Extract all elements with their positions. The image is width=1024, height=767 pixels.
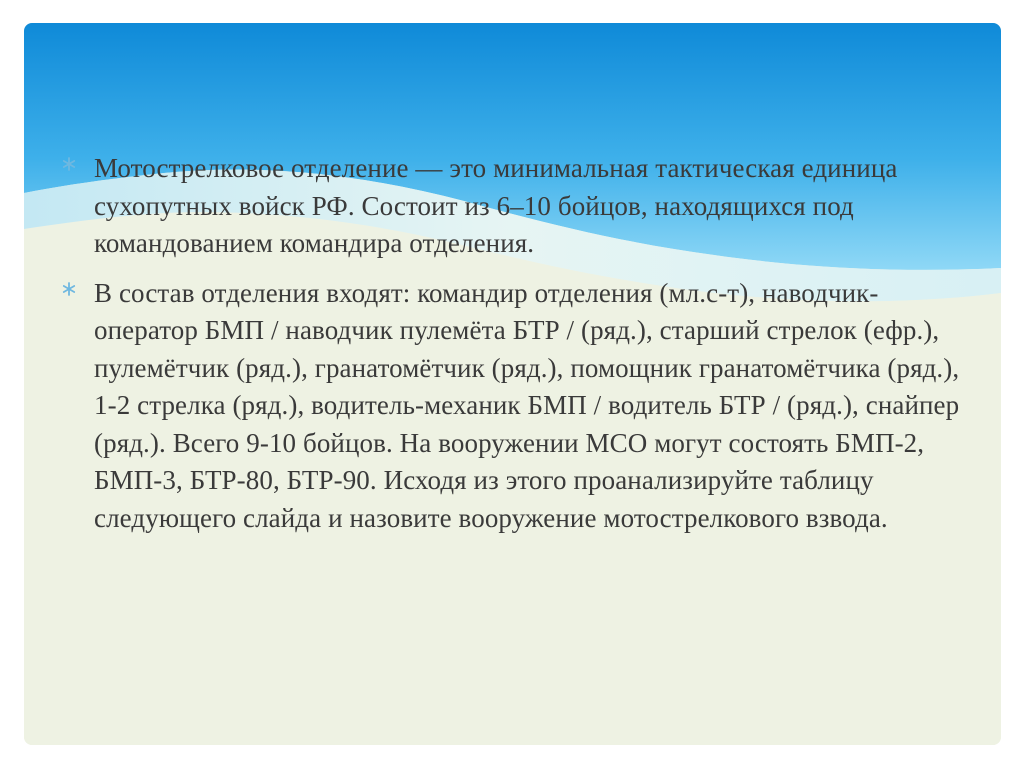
- asterisk-icon: [62, 157, 76, 171]
- bullet-item: [62, 275, 962, 538]
- asterisk-icon: [62, 282, 76, 296]
- slide: [24, 23, 1001, 745]
- bullet-text: Мотострелковое отделение — это минимальная тактическая единица сухопутных войск РФ. Состоит из 6–10 бойцов, находящихся под командованием командира отделения.: [94, 153, 898, 258]
- slide-content: [62, 150, 962, 549]
- bullet-text: В состав отделения входят: командир отделения (мл.с-т), наводчик-оператор БМП / наводчик пулемёта БТР / (ряд.), старший стрелок (ефр.), пулемётчик (ряд.), гранатомётчик (ряд.), помощник гранатомётчика (ряд.), 1-2 стрелка (ряд.), водитель-механик БМП / водитель БТР / (ряд.), снайпер (ряд.). Всего 9-10 бойцов. На вооружении МСО могут состоять БМП-2, БМП-3, БТР-80, БТР-90. Исходя из этого проанализируйте таблицу следующего слайда и назовите вооружение мотострелкового взвода.: [94, 277, 960, 533]
- bullet-item: [62, 150, 962, 263]
